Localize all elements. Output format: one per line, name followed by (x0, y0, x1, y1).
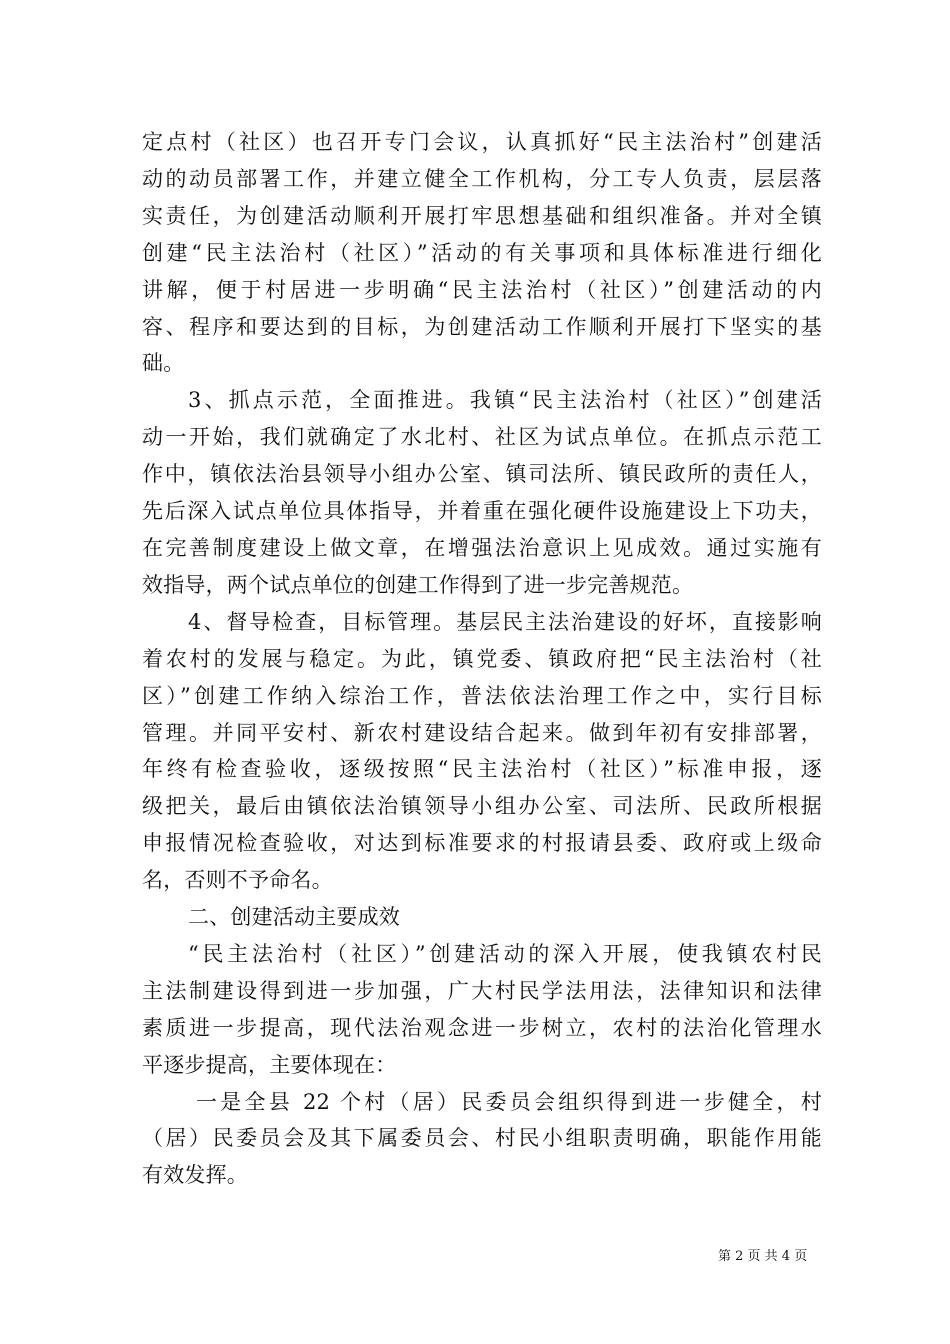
text-line: 一是全县 22 个村（居）民委员会组织得到进一步健全，村 (196, 1089, 822, 1114)
text-line: 4、督导检查，目标管理。基层民主法治建设的好坏，直接影响 (188, 609, 822, 634)
text-line: 在完善制度建设上做文章，在增强法治意识上见成效。通过实施有 (142, 535, 822, 560)
text-line: 定点村（社区）也召开专门会议，认真抓好“民主法治村”创建活 (142, 130, 822, 154)
paragraph-1 (142, 124, 822, 382)
text-line: 容、程序和要达到的目标，为创建活动工作顺利开展打下坚实的基 (142, 314, 822, 339)
text-line: 平逐步提高，主要体现在： (142, 1052, 397, 1077)
text-line: 动一开始，我们就确定了水北村、社区为试点单位。在抓点示范工 (142, 425, 822, 450)
paragraph-2 (142, 382, 822, 603)
text-line: 管理。并同平安村、新农村建设结合起来。做到年初有安排部署， (142, 720, 822, 745)
paragraph-3 (142, 604, 822, 899)
section-heading (142, 899, 822, 936)
text-line: （居）民委员会及其下属委员会、村民小组职责明确，职能作用能 (142, 1126, 822, 1151)
text-line: 名，否则不予命名。 (142, 868, 333, 893)
text-line: 3、抓点示范，全面推进。我镇“民主法治村（社区）”创建活 (188, 388, 822, 413)
text-line: 先后深入试点单位具体指导，并着重在强化硬件设施建设上下功夫， (142, 499, 822, 524)
document-body (142, 124, 822, 1194)
text-line: 实责任，为创建活动顺利开展打牢思想基础和组织准备。并对全镇 (142, 203, 822, 228)
text-line: 有效发挥。 (142, 1163, 248, 1188)
text-line: 区）”创建工作纳入综治工作，普法依法治理工作之中，实行目标 (142, 683, 822, 708)
paragraph-4 (142, 936, 822, 1084)
text-line: 创建“民主法治村（社区）”活动的有关事项和具体标准进行细化 (142, 240, 822, 265)
text-line: 级把关，最后由镇依法治镇领导小组办公室、司法所、民政所根据 (142, 794, 822, 819)
text-line: 础。 (142, 351, 185, 376)
text-line: 年终有检查验收，逐级按照“民主法治村（社区）”标准申报，逐 (142, 757, 822, 782)
text-line: 主法制建设得到进一步加强，广大村民学法用法，法律知识和法律 (142, 978, 822, 1003)
text-line: 申报情况检查验收，对达到标准要求的村报请县委、政府或上级命 (142, 831, 822, 856)
text-line: 作中，镇依法治县领导小组办公室、镇司法所、镇民政所的责任人， (142, 462, 822, 487)
text-line: “民主法治村（社区）”创建活动的深入开展，使我镇农村民 (188, 941, 822, 966)
text-line: 素质进一步提高，现代法治观念进一步树立，农村的法治化管理水 (142, 1015, 822, 1040)
page-indicator: 第 2 页 共 4 页 (718, 1249, 808, 1264)
paragraph-5 (142, 1084, 822, 1195)
text-line: 效指导，两个试点单位的创建工作得到了进一步完善规范。 (142, 572, 694, 597)
text-line: 着农村的发展与稳定。为此，镇党委、镇政府把“民主法治村（社 (142, 646, 822, 671)
text-line: 讲解，便于村居进一步明确“民主法治村（社区）”创建活动的内 (142, 277, 822, 302)
text-line: 动的动员部署工作，并建立健全工作机构，分工专人负责，层层落 (142, 166, 822, 191)
heading-text: 二、创建活动主要成效 (188, 905, 400, 930)
